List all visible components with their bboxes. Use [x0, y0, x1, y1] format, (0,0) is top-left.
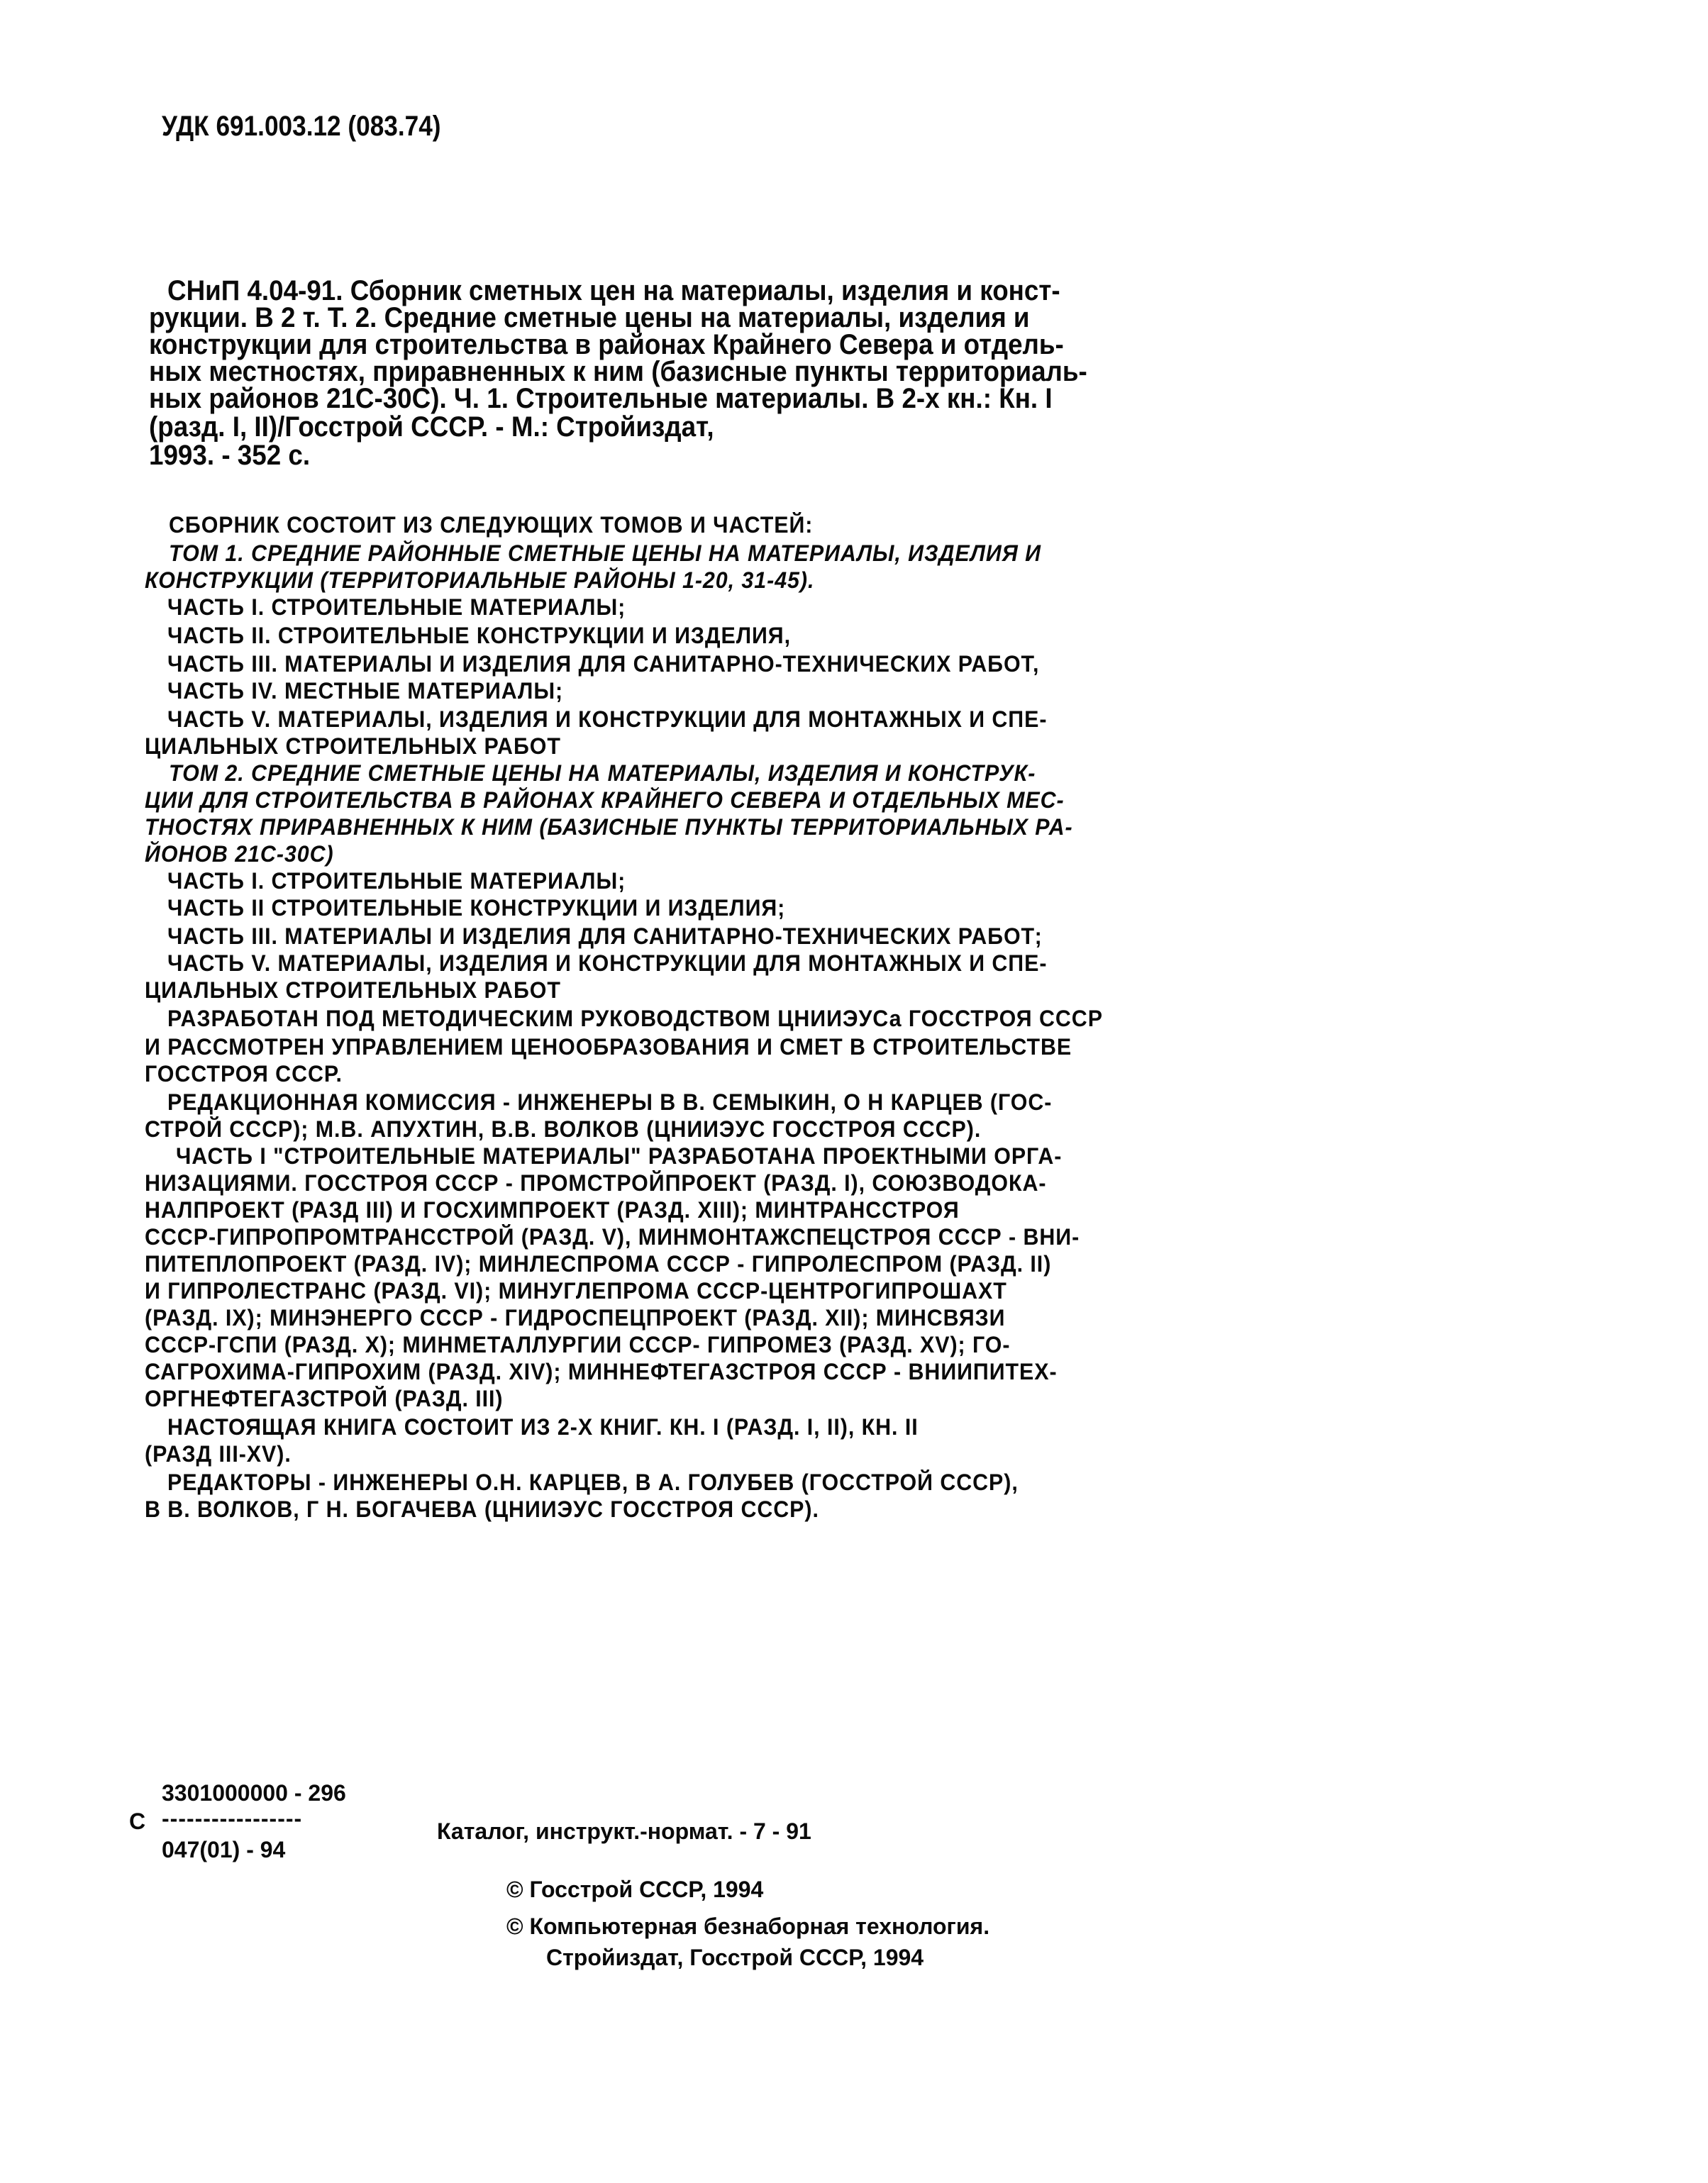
annotation-line-text: . Сборник сметных цен на материалы, изделия и конст- [336, 275, 1060, 306]
text-line: ОРГНЕФТЕГАЗСТРОЙ (РАЗД. III) [145, 1386, 504, 1411]
text-line: ТОМ 2. СРЕДНИЕ СМЕТНЫЕ ЦЕНЫ НА МАТЕРИАЛЫ, ИЗДЕЛИЯ И КОНСТРУК- [169, 760, 1036, 786]
text-line: И ГИПРОЛЕСТРАНС (РАЗД. VI); МИНУГЛЕПРОМА СССР-ЦЕНТРОГИПРОШАХТ [145, 1278, 1007, 1304]
text-line: СССР-ГИПРОПРОМТРАНССТРОЙ (РАЗД. V), МИНМОНТАЖСПЕЦСТРОЯ СССР - ВНИ- [145, 1224, 1080, 1250]
text-line: ЧАСТЬ II СТРОИТЕЛЬНЫЕ КОНСТРУКЦИИ И ИЗДЕЛИЯ; [167, 895, 786, 921]
text-line: ГОССТРОЯ СССР. [145, 1061, 343, 1087]
udk-code: УДК 691.003.12 (083.74) [162, 111, 441, 142]
copyright-line: © Компьютерная безнаборная технология. [506, 1913, 990, 1939]
imprint-dashes: ----------------- [162, 1806, 303, 1831]
text-line: СТРОЙ СССР); М.В. АПУХТИН, В.В. ВОЛКОВ (ЦНИИЭУС ГОССТРОЯ СССР). [145, 1116, 982, 1142]
text-line: СССР-ГСПИ (РАЗД. X); МИНМЕТАЛЛУРГИИ СССР- ГИПРОМЕЗ (РАЗД. XV); ГО- [145, 1332, 1011, 1357]
text-line: ЧАСТЬ IV. МЕСТНЫЕ МАТЕРИАЛЫ; [167, 678, 564, 704]
text-line: ТОМ 1. СРЕДНИЕ РАЙОННЫЕ СМЕТНЫЕ ЦЕНЫ НА МАТЕРИАЛЫ, ИЗДЕЛИЯ И [169, 540, 1041, 566]
text-line: ЧАСТЬ I "СТРОИТЕЛЬНЫЕ МАТЕРИАЛЫ" РАЗРАБОТАНА ПРОЕКТНЫМИ ОРГА- [176, 1143, 1063, 1169]
text-line: НИЗАЦИЯМИ. ГОССТРОЯ СССР - ПРОМСТРОЙПРОЕКТ (РАЗД. I), СОЮЗВОДОКА- [145, 1170, 1047, 1196]
text-line: ЦИАЛЬНЫХ СТРОИТЕЛЬНЫХ РАБОТ [145, 733, 561, 759]
text-line: САГРОХИМА-ГИПРОХИМ (РАЗД. XIV); МИННЕФТЕГАЗСТРОЯ СССР - ВНИИПИТЕХ- [145, 1359, 1058, 1384]
text-line: В В. ВОЛКОВ, Г Н. БОГАЧЕВА (ЦНИИЭУС ГОССТРОЯ СССР). [145, 1496, 819, 1522]
imprint-letter: С [129, 1809, 146, 1834]
text-line: РАЗРАБОТАН ПОД МЕТОДИЧЕСКИМ РУКОВОДСТВОМ ЦНИИЭУСа ГОССТРОЯ СССР [167, 1006, 1103, 1031]
text-line: ЦИАЛЬНЫХ СТРОИТЕЛЬНЫХ РАБОТ [145, 977, 561, 1003]
annotation-line: (разд. I, II)/Госстрой СССР. - М.: Стройиздат, [149, 411, 714, 443]
text-line: ЧАСТЬ I. СТРОИТЕЛЬНЫЕ МАТЕРИАЛЫ; [167, 868, 626, 894]
catalog-index: Каталог, инструкт.-нормат. - 7 - 91 [437, 1818, 811, 1844]
text-line: (РАЗД. IX); МИНЭНЕРГО СССР - ГИДРОСПЕЦПРОЕКТ (РАЗД. XII); МИНСВЯЗИ [145, 1305, 1006, 1331]
text-line: ЧАСТЬ II. СТРОИТЕЛЬНЫЕ КОНСТРУКЦИИ И ИЗДЕЛИЯ, [167, 623, 791, 648]
copyright-line: © Госстрой СССР, 1994 [506, 1877, 764, 1902]
text-line: ЧАСТЬ III. МАТЕРИАЛЫ И ИЗДЕЛИЯ ДЛЯ САНИТАРНО-ТЕХНИЧЕСКИХ РАБОТ; [167, 923, 1043, 949]
text-line: НАСТОЯЩАЯ КНИГА СОСТОИТ ИЗ 2-Х КНИГ. КН. I (РАЗД. I, II), КН. II [167, 1414, 919, 1440]
annotation-line: рукции. В 2 т. Т. 2. Средние сметные цены на материалы, изделия и [149, 302, 1030, 333]
text-line: (РАЗД III-XV). [145, 1441, 292, 1467]
imprint-bottom: 047(01) - 94 [162, 1837, 286, 1862]
annotation-line: ных районов 21С-30С). Ч. 1. Строительные материалы. В 2-х кн.: Кн. I [149, 383, 1053, 414]
text-line: ПИТЕПЛОПРОЕКТ (РАЗД. IV); МИНЛЕСПРОМА СССР - ГИПРОЛЕСПРОМ (РАЗД. II) [145, 1251, 1052, 1277]
annotation-line: ных местностях, приравненных к ним (базисные пункты территориаль- [149, 356, 1087, 387]
text-line: КОНСТРУКЦИИ (ТЕРРИТОРИАЛЬНЫЕ РАЙОНЫ 1-20, 31-45). [145, 567, 815, 593]
text-line: ЧАСТЬ V. МАТЕРИАЛЫ, ИЗДЕЛИЯ И КОНСТРУКЦИИ ДЛЯ МОНТАЖНЫХ И СПЕ- [167, 950, 1048, 976]
text-line: ЦИИ ДЛЯ СТРОИТЕЛЬСТВА В РАЙОНАХ КРАЙНЕГО СЕВЕРА И ОТДЕЛЬНЫХ МЕС- [145, 787, 1065, 813]
copyright-line: Стройиздат, Госстрой СССР, 1994 [546, 1945, 924, 1970]
text-line: НАЛПРОЕКТ (РАЗД III) И ГОСХИМПРОЕКТ (РАЗД. XIII); МИНТРАНССТРОЯ [145, 1197, 960, 1223]
text-line: РЕДАКЦИОННАЯ КОМИССИЯ - ИНЖЕНЕРЫ В В. СЕМЫКИН, О Н КАРЦЕВ (ГОС- [167, 1089, 1053, 1115]
annotation-line [167, 277, 1060, 305]
text-line: ТНОСТЯХ ПРИРАВНЕННЫХ К НИМ (БАЗИСНЫЕ ПУНКТЫ ТЕРРИТОРИАЛЬНЫХ РА- [145, 814, 1073, 840]
annotation-line: 1993. - 352 с. [149, 440, 311, 471]
text-line: РЕДАКТОРЫ - ИНЖЕНЕРЫ О.Н. КАРЦЕВ, В А. ГОЛУБЕВ (ГОССТРОЙ СССР), [167, 1470, 1019, 1495]
imprint-top: 3301000000 - 296 [162, 1780, 346, 1806]
text-line: ЧАСТЬ V. МАТЕРИАЛЫ, ИЗДЕЛИЯ И КОНСТРУКЦИИ ДЛЯ МОНТАЖНЫХ И СПЕ- [167, 706, 1048, 732]
document-code: СНиП 4.04-91 [167, 275, 336, 306]
text-line: ЧАСТЬ III. МАТЕРИАЛЫ И ИЗДЕЛИЯ ДЛЯ САНИТАРНО-ТЕХНИЧЕСКИХ РАБОТ, [167, 651, 1040, 677]
annotation-line: конструкции для строительства в районах Крайнего Севера и отдель- [149, 329, 1064, 360]
text-line: ЧАСТЬ I. СТРОИТЕЛЬНЫЕ МАТЕРИАЛЫ; [167, 594, 626, 620]
text-line: И РАССМОТРЕН УПРАВЛЕНИЕМ ЦЕНООБРАЗОВАНИЯ И СМЕТ В СТРОИТЕЛЬСТВЕ [145, 1034, 1072, 1060]
text-line: ЙОНОВ 21С-30С) [145, 841, 334, 867]
text-line: СБОРНИК СОСТОИТ ИЗ СЛЕДУЮЩИХ ТОМОВ И ЧАСТЕЙ: [169, 512, 814, 538]
